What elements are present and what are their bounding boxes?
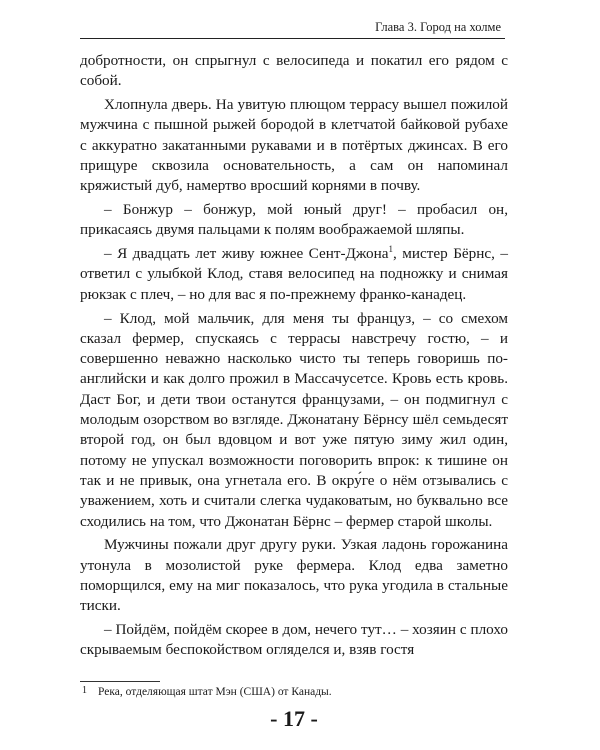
- footnote-divider: [80, 681, 160, 682]
- footnote: [82, 684, 502, 699]
- paragraph-1: добротности, он спрыгнул с велосипеда и покатил его рядом с собой.: [80, 52, 508, 90]
- paragraph-7: – Пойдём, пойдём скорее в дом, нечего тут… – хозяин с плохо скрываемым беспокойством огляделся и, взяв гостя: [80, 621, 508, 659]
- paragraph-6: Мужчины пожали друг другу руки. Узкая ладонь горожанина утонула в мозолистой руке фермера. Клод едва заметно поморщился, ему на миг показалось, что рука угодила в стальные тиски.: [80, 536, 508, 615]
- paragraph-3: – Бонжур – бонжур, мой юный друг! – пробасил он, прикасаясь двумя пальцами к полям воображаемой шляпы.: [80, 201, 508, 239]
- page-number: - 17 -: [270, 706, 318, 731]
- running-header: [80, 18, 505, 39]
- paragraph-4-end: , мистер Бёрнс, – ответил с улыбкой Клод, ставя велосипед на подножку и снимая рюкзак с плеч, – но для вас я по-прежнему франко-канадец.: [80, 245, 508, 303]
- paragraph-4: [80, 244, 508, 305]
- body-text: [80, 51, 508, 661]
- paragraph-5: – Клод, мой мальчик, для меня ты француз, – со смехом сказал фермер, спускаясь с террасы навстречу гостю, – и совершенно неважно насколько чисто ты теперь говоришь по-английски и как долго прожил в Массачусетсе. Кровь есть кровь. Даст Бог, и дети твои останутся французами, – он подмигнул с молодым озорством во взгляде. Джонатану Бёрнсу шёл семьдесят второй год, он был вдовцом и вот уже пятую зиму жил один, потому не упускал возможности поговорить впрок: к тишине он так и не привык, она угнетала его. В окру́ге о нём отзывались с уважением, хоть и считали слегка чудаковатым, но буквально все сходились на том, что Джонатан Бёрнс – фермер старой школы.: [80, 309, 508, 530]
- footnote-mark: 1: [82, 685, 87, 696]
- paragraph-4-start: – Я двадцать лет живу южнее Сент-Джона: [104, 245, 389, 263]
- paragraph-2: Хлопнула дверь. На увитую плющом террасу вышел пожилой мужчина с пышной рыжей бородой в клетчатой байковой рубахе с аккуратно закатанными рукавами и в потёртых джинсах. В его прищуре сквозила основательность, а сам он напоминал кряжистый дуб, намертво вросший корнями в почву.: [80, 96, 508, 195]
- footnote-text: Река, отделяющая штат Мэн (США) от Канады.: [98, 686, 332, 698]
- footnote-reference: 1: [388, 244, 393, 255]
- chapter-title: Глава 3. Город на холме: [375, 20, 501, 34]
